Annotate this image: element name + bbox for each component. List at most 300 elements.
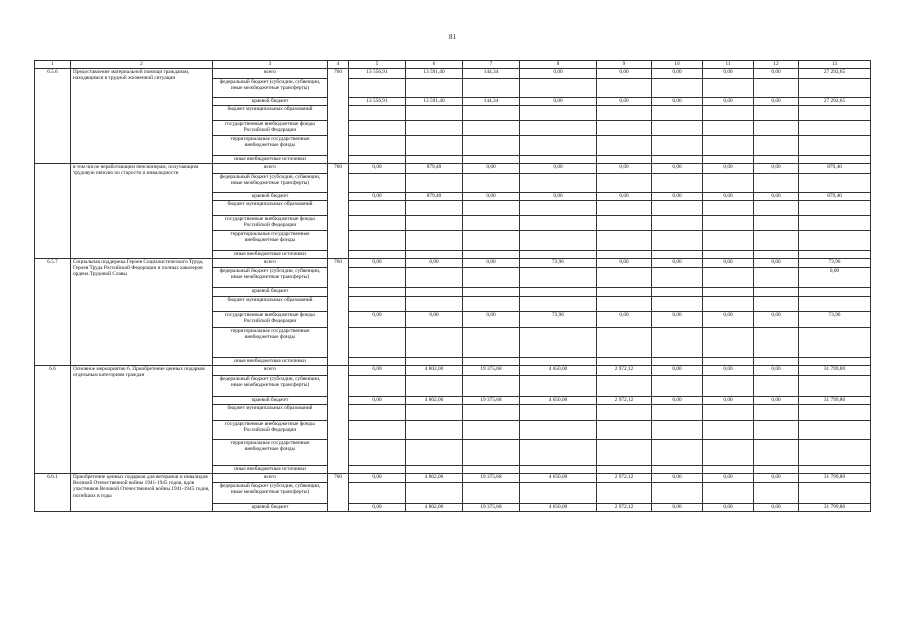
amount-cell: 0,00 <box>652 504 703 512</box>
amount-cell <box>754 421 799 440</box>
amount-cell: 0,00 <box>703 259 754 268</box>
amount-cell: 0,00 <box>349 312 406 328</box>
amount-cell <box>754 358 799 366</box>
funding-source: бюджет муниципальных образований <box>213 405 328 421</box>
amount-cell: 0,00 <box>703 474 754 483</box>
amount-cell <box>799 297 871 312</box>
amount-cell <box>754 156 799 164</box>
funding-source: краевой бюджет <box>213 98 328 106</box>
amount-cell <box>799 376 871 397</box>
amount-cell: 0,00 <box>652 69 703 79</box>
amount-cell: 0,00 <box>520 164 597 174</box>
amount-cell <box>597 156 652 164</box>
funding-source: всего <box>213 259 328 268</box>
amount-cell <box>463 376 520 397</box>
amount-cell <box>406 231 463 251</box>
table-row <box>35 366 871 376</box>
amount-cell: 0,00 <box>703 98 754 106</box>
amount-cell <box>406 216 463 231</box>
amount-cell: 0,00 <box>754 259 799 268</box>
amount-cell <box>652 174 703 193</box>
amount-cell <box>520 106 597 121</box>
funding-source: территориальные государственные внебюджетные фонды <box>213 136 328 156</box>
amount-cell <box>349 251 406 259</box>
amount-cell: 0,00 <box>754 366 799 376</box>
amount-cell <box>597 288 652 297</box>
amount-cell <box>520 79 597 98</box>
column-header: 13 <box>799 61 871 69</box>
amount-cell: 0,00 <box>597 98 652 106</box>
amount-cell <box>799 405 871 421</box>
amount-cell <box>520 156 597 164</box>
amount-cell <box>754 121 799 136</box>
amount-cell: 2 972,12 <box>597 366 652 376</box>
amount-cell <box>754 466 799 474</box>
amount-cell <box>652 231 703 251</box>
column-header: 1 <box>35 61 71 69</box>
amount-cell <box>754 376 799 397</box>
funding-source: федеральный бюджет (субсидии, субвенции, иные межбюджетные трансферты) <box>213 79 328 98</box>
funding-source: бюджет муниципальных образований <box>213 201 328 216</box>
amount-cell: 27 292,65 <box>799 98 871 106</box>
amount-cell <box>754 288 799 297</box>
amount-cell <box>754 405 799 421</box>
amount-cell <box>463 106 520 121</box>
amount-cell: 0,00 <box>703 193 754 201</box>
amount-cell <box>349 288 406 297</box>
amount-cell: 0,00 <box>703 312 754 328</box>
amount-cell: 73,96 <box>520 312 597 328</box>
amount-cell <box>652 440 703 466</box>
funding-source: государственные внебюджетные фонды Российской Федерации <box>213 121 328 136</box>
amount-cell <box>597 121 652 136</box>
amount-cell: 31 799,80 <box>799 397 871 405</box>
amount-cell <box>520 251 597 259</box>
amount-cell <box>799 440 871 466</box>
amount-cell <box>652 216 703 231</box>
amount-cell: 0,00 <box>754 474 799 483</box>
amount-cell: 19 375,68 <box>463 504 520 512</box>
amount-cell <box>406 121 463 136</box>
amount-cell: 0,00 <box>652 259 703 268</box>
amount-cell <box>597 268 652 288</box>
amount-cell: 0,00 <box>754 164 799 174</box>
amount-cell <box>703 121 754 136</box>
column-header: 10 <box>652 61 703 69</box>
amount-cell <box>703 201 754 216</box>
amount-cell <box>349 121 406 136</box>
amount-cell: 2 972,12 <box>597 504 652 512</box>
amount-cell <box>754 231 799 251</box>
amount-cell <box>799 483 871 504</box>
amount-cell <box>406 174 463 193</box>
funding-source: краевой бюджет <box>213 288 328 297</box>
amount-cell <box>597 174 652 193</box>
amount-cell <box>349 376 406 397</box>
funding-source: всего <box>213 164 328 174</box>
amount-cell: 4 802,00 <box>406 366 463 376</box>
amount-cell: 0,00 <box>652 474 703 483</box>
amount-cell <box>406 483 463 504</box>
amount-cell <box>520 136 597 156</box>
amount-cell <box>406 136 463 156</box>
amount-cell: 0,00 <box>703 164 754 174</box>
amount-cell <box>463 405 520 421</box>
amount-cell <box>597 297 652 312</box>
amount-cell: 27 292,65 <box>799 69 871 79</box>
funding-source: бюджет муниципальных образований <box>213 297 328 312</box>
funding-source: всего <box>213 474 328 483</box>
amount-cell <box>349 216 406 231</box>
item-code: 6.6.1 <box>35 474 71 512</box>
amount-cell: 19 375,68 <box>463 366 520 376</box>
column-header: 9 <box>597 61 652 69</box>
amount-cell <box>754 251 799 259</box>
item-name: Социальная поддержка Героев Социалистического Труда, Героев Труда Российской Федерации и полных кавалеров ордена Трудовой Славы <box>71 259 213 366</box>
funding-source: бюджет муниципальных образований <box>213 106 328 121</box>
amount-cell <box>349 231 406 251</box>
amount-cell <box>799 251 871 259</box>
amount-cell <box>754 79 799 98</box>
amount-cell <box>520 328 597 358</box>
item-code: 6.6 <box>35 366 71 474</box>
amount-cell <box>703 466 754 474</box>
column-header: 4 <box>328 61 349 69</box>
amount-cell: 13 591,40 <box>406 69 463 79</box>
item-name: Основное мероприятие 6. Приобретение ценных подарков отдельным категориям граждан <box>71 366 213 474</box>
amount-cell <box>703 328 754 358</box>
table-row <box>35 69 871 79</box>
amount-cell: 0,00 <box>652 397 703 405</box>
amount-cell <box>652 421 703 440</box>
funding-source: территориальные государственные внебюджетные фонды <box>213 440 328 466</box>
item-code: 6.5.7 <box>35 259 71 366</box>
amount-cell: 0,00 <box>406 259 463 268</box>
amount-cell: 2 972,12 <box>597 474 652 483</box>
amount-cell: 0,00 <box>799 268 871 288</box>
amount-cell: 0,00 <box>597 193 652 201</box>
item-code: 6.5.6 <box>35 69 71 164</box>
amount-cell <box>406 79 463 98</box>
amount-cell <box>652 358 703 366</box>
amount-cell: 0,00 <box>520 69 597 79</box>
table-row <box>35 164 871 174</box>
column-header: 5 <box>349 61 406 69</box>
amount-cell <box>406 405 463 421</box>
item-code <box>35 164 71 259</box>
amount-cell <box>463 466 520 474</box>
amount-cell <box>406 156 463 164</box>
amount-cell <box>349 421 406 440</box>
amount-cell <box>703 376 754 397</box>
amount-cell: 0,00 <box>754 193 799 201</box>
funding-source: иные внебюджетные источники <box>213 156 328 164</box>
funding-source: федеральный бюджет (субсидии, субвенции, иные межбюджетные трансферты) <box>213 483 328 504</box>
column-header: 12 <box>754 61 799 69</box>
funding-source: иные внебюджетные источники <box>213 466 328 474</box>
amount-cell <box>799 466 871 474</box>
amount-cell <box>597 466 652 474</box>
amount-cell <box>463 174 520 193</box>
amount-cell <box>349 405 406 421</box>
amount-cell: 0,00 <box>754 69 799 79</box>
amount-cell <box>597 216 652 231</box>
amount-cell <box>754 106 799 121</box>
amount-cell <box>754 268 799 288</box>
amount-cell <box>520 216 597 231</box>
amount-cell: 0,00 <box>652 98 703 106</box>
column-header: 7 <box>463 61 520 69</box>
amount-cell: 0,00 <box>349 164 406 174</box>
amount-cell <box>406 288 463 297</box>
amount-cell: 0,00 <box>703 504 754 512</box>
amount-cell <box>520 466 597 474</box>
amount-cell: 0,00 <box>703 366 754 376</box>
amount-cell <box>520 231 597 251</box>
amount-cell <box>597 79 652 98</box>
amount-cell <box>754 297 799 312</box>
amount-cell <box>754 174 799 193</box>
amount-cell: 879,40 <box>799 164 871 174</box>
amount-cell <box>520 297 597 312</box>
page-number: 81 <box>449 33 456 41</box>
amount-cell <box>349 136 406 156</box>
funding-source: государственные внебюджетные фонды Российской Федерации <box>213 312 328 328</box>
amount-cell <box>520 268 597 288</box>
amount-cell <box>652 483 703 504</box>
amount-cell <box>463 121 520 136</box>
table-row <box>35 259 871 268</box>
amount-cell: 0,00 <box>754 98 799 106</box>
amount-cell: 0,00 <box>597 69 652 79</box>
amount-cell <box>520 358 597 366</box>
amount-cell <box>703 405 754 421</box>
amount-cell <box>349 440 406 466</box>
amount-cell <box>406 421 463 440</box>
amount-cell <box>799 288 871 297</box>
amount-cell: 73,96 <box>799 259 871 268</box>
amount-cell <box>349 201 406 216</box>
amount-cell <box>520 376 597 397</box>
amount-cell <box>652 136 703 156</box>
table-body <box>35 69 871 512</box>
amount-cell <box>799 156 871 164</box>
amount-cell <box>597 405 652 421</box>
amount-cell: 0,00 <box>652 312 703 328</box>
amount-cell: 0,00 <box>597 312 652 328</box>
amount-cell: 0,00 <box>463 164 520 174</box>
amount-cell <box>463 328 520 358</box>
amount-cell <box>406 106 463 121</box>
budget-code: 760 <box>328 259 349 366</box>
amount-cell <box>652 156 703 164</box>
funding-source: федеральный бюджет (субсидии, субвенции, иные межбюджетные трансферты) <box>213 268 328 288</box>
amount-cell <box>463 216 520 231</box>
amount-cell <box>463 251 520 259</box>
amount-cell <box>703 216 754 231</box>
amount-cell <box>703 79 754 98</box>
amount-cell <box>349 79 406 98</box>
amount-cell <box>652 328 703 358</box>
amount-cell <box>597 421 652 440</box>
funding-source: всего <box>213 366 328 376</box>
amount-cell: 31 799,80 <box>799 504 871 512</box>
amount-cell <box>799 216 871 231</box>
funding-source: федеральный бюджет (субсидии, субвенции, иные межбюджетные трансферты) <box>213 376 328 397</box>
amount-cell: 879,40 <box>406 164 463 174</box>
amount-cell <box>799 121 871 136</box>
amount-cell <box>349 106 406 121</box>
amount-cell <box>520 288 597 297</box>
amount-cell <box>349 174 406 193</box>
amount-cell: 31 799,80 <box>799 366 871 376</box>
funding-source: краевой бюджет <box>213 397 328 405</box>
amount-cell <box>463 136 520 156</box>
amount-cell <box>703 231 754 251</box>
amount-cell <box>703 297 754 312</box>
amount-cell: 0,00 <box>652 193 703 201</box>
amount-cell <box>703 483 754 504</box>
amount-cell <box>799 421 871 440</box>
amount-cell <box>799 136 871 156</box>
table-row <box>35 474 871 483</box>
amount-cell <box>520 421 597 440</box>
amount-cell <box>406 268 463 288</box>
budget-code: 760 <box>328 474 349 512</box>
amount-cell: 0,00 <box>597 164 652 174</box>
amount-cell <box>597 483 652 504</box>
amount-cell: 0,00 <box>754 504 799 512</box>
amount-cell: 0,00 <box>520 98 597 106</box>
amount-cell <box>652 297 703 312</box>
amount-cell: 2 972,12 <box>597 397 652 405</box>
funding-source: иные внебюджетные источники <box>213 358 328 366</box>
budget-table <box>34 60 871 512</box>
amount-cell: 73,96 <box>520 259 597 268</box>
amount-cell <box>597 201 652 216</box>
funding-source: территориальные государственные внебюджетные фонды <box>213 328 328 358</box>
amount-cell <box>406 201 463 216</box>
amount-cell <box>463 79 520 98</box>
amount-cell <box>349 328 406 358</box>
amount-cell: 879,40 <box>799 193 871 201</box>
amount-cell: 4 802,00 <box>406 504 463 512</box>
amount-cell <box>597 106 652 121</box>
amount-cell: 19 375,68 <box>463 474 520 483</box>
column-header: 11 <box>703 61 754 69</box>
amount-cell <box>652 268 703 288</box>
amount-cell <box>597 328 652 358</box>
amount-cell <box>597 231 652 251</box>
amount-cell: 0,00 <box>652 164 703 174</box>
amount-cell <box>463 231 520 251</box>
amount-cell <box>463 440 520 466</box>
amount-cell: 0,00 <box>349 193 406 201</box>
amount-cell <box>703 288 754 297</box>
amount-cell <box>799 106 871 121</box>
amount-cell <box>520 121 597 136</box>
amount-cell: 144,34 <box>463 98 520 106</box>
amount-cell <box>652 106 703 121</box>
amount-cell: 0,00 <box>463 259 520 268</box>
funding-source: федеральный бюджет (субсидии, субвенции, иные межбюджетные трансферты) <box>213 174 328 193</box>
item-name: Приобретение ценных подарков для ветеранов и инвалидов Великой Отечественной войны 1941-1945 годов, вдов участников Великой Отечественной войны 1941-1945 годов, погибших в годы <box>71 474 213 512</box>
funding-source: иные внебюджетные источники <box>213 251 328 259</box>
amount-cell: 0,00 <box>463 193 520 201</box>
amount-cell <box>754 201 799 216</box>
amount-cell <box>349 297 406 312</box>
amount-cell <box>652 201 703 216</box>
amount-cell: 879,40 <box>406 193 463 201</box>
amount-cell <box>652 376 703 397</box>
item-name: в том числе неработающим пенсионерам, получающим трудовую пенсию по старости и инвалидности <box>71 164 213 259</box>
amount-cell <box>799 231 871 251</box>
amount-cell <box>520 483 597 504</box>
amount-cell <box>597 440 652 466</box>
amount-cell: 4 650,00 <box>520 366 597 376</box>
amount-cell: 144,34 <box>463 69 520 79</box>
amount-cell <box>652 405 703 421</box>
item-name: Предоставление материальной помощи гражданам, находящимся в трудной жизненной ситуации <box>71 69 213 164</box>
funding-source: государственные внебюджетные фонды Российской Федерации <box>213 216 328 231</box>
amount-cell <box>463 358 520 366</box>
header-row <box>35 61 871 69</box>
amount-cell <box>703 251 754 259</box>
amount-cell <box>406 328 463 358</box>
amount-cell <box>597 376 652 397</box>
amount-cell <box>703 421 754 440</box>
amount-cell <box>754 440 799 466</box>
amount-cell <box>349 483 406 504</box>
column-header: 8 <box>520 61 597 69</box>
amount-cell <box>799 174 871 193</box>
amount-cell <box>703 174 754 193</box>
amount-cell: 0,00 <box>463 312 520 328</box>
amount-cell: 0,00 <box>652 366 703 376</box>
amount-cell <box>652 251 703 259</box>
amount-cell <box>520 440 597 466</box>
amount-cell: 0,00 <box>349 397 406 405</box>
amount-cell: 0,00 <box>520 193 597 201</box>
budget-code: 760 <box>328 69 349 164</box>
amount-cell: 4 650,00 <box>520 474 597 483</box>
amount-cell <box>703 106 754 121</box>
amount-cell <box>799 201 871 216</box>
amount-cell <box>406 358 463 366</box>
funding-source: краевой бюджет <box>213 504 328 512</box>
amount-cell: 0,00 <box>349 504 406 512</box>
amount-cell: 4 650,00 <box>520 504 597 512</box>
amount-cell <box>463 201 520 216</box>
amount-cell <box>406 251 463 259</box>
amount-cell <box>652 466 703 474</box>
amount-cell <box>754 136 799 156</box>
amount-cell <box>463 297 520 312</box>
amount-cell: 0,00 <box>406 312 463 328</box>
amount-cell: 4 802,00 <box>406 397 463 405</box>
funding-source: краевой бюджет <box>213 193 328 201</box>
amount-cell: 13 556,91 <box>349 69 406 79</box>
amount-cell <box>463 288 520 297</box>
column-header: 3 <box>213 61 328 69</box>
amount-cell <box>799 79 871 98</box>
amount-cell: 13 591,40 <box>406 98 463 106</box>
amount-cell <box>754 216 799 231</box>
amount-cell <box>597 251 652 259</box>
amount-cell <box>652 121 703 136</box>
funding-source: территориальные государственные внебюджетные фонды <box>213 231 328 251</box>
amount-cell: 0,00 <box>349 366 406 376</box>
